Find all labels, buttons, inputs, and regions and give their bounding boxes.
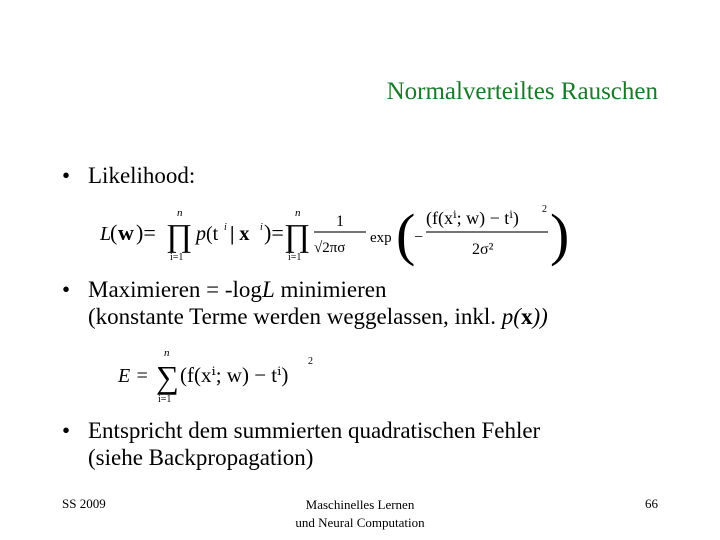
footer-course-line-2: und Neural Computation bbox=[295, 515, 425, 530]
prod2-symbol: ∏ bbox=[284, 217, 311, 253]
lhs-L: L bbox=[100, 223, 112, 245]
bullet-maximize bbox=[62, 276, 548, 330]
exp-label: exp bbox=[370, 230, 392, 246]
bullet-text: Maximieren = -log bbox=[88, 277, 262, 302]
likelihood-formula-svg bbox=[100, 198, 570, 270]
inner-sup: 2 bbox=[542, 204, 547, 215]
error-E: E = bbox=[118, 365, 149, 387]
error-body: (f(xⁱ; w) − tⁱ) bbox=[180, 363, 289, 387]
bullet-error bbox=[62, 417, 540, 471]
frac-numerator: 1 bbox=[336, 213, 344, 230]
error-formula-svg bbox=[118, 346, 328, 406]
bullet-text-rest: minimieren bbox=[274, 277, 387, 302]
p-sup-i: i bbox=[224, 222, 227, 233]
sum-lower: i=1 bbox=[158, 394, 172, 405]
p-bar-x: | x bbox=[230, 223, 250, 245]
prod2-lower: i=1 bbox=[288, 252, 302, 263]
error-sup: 2 bbox=[308, 356, 313, 367]
bullet-line-1 bbox=[62, 276, 548, 303]
bullet-likelihood bbox=[62, 162, 195, 189]
bullet-italic-L: L bbox=[261, 277, 275, 302]
sum-upper: n bbox=[164, 347, 170, 359]
prod1-lower: i=1 bbox=[170, 252, 184, 263]
prod2-upper: n bbox=[295, 207, 301, 219]
inner-denominator: 2σ² bbox=[472, 241, 494, 258]
exp-close-paren: ) bbox=[550, 202, 570, 267]
p-symbol: p bbox=[196, 223, 206, 245]
footer-course-line-1: Maschinelles Lernen bbox=[305, 497, 415, 512]
footer-semester: SS 2009 bbox=[62, 496, 106, 511]
likelihood-formula bbox=[100, 198, 570, 275]
bullet-marker: • bbox=[62, 277, 71, 302]
bullet-line-2 bbox=[62, 303, 548, 330]
bullet-text: (konstante Terme werden weggelassen, inkl. bbox=[88, 304, 502, 329]
bullet-marker: • bbox=[62, 418, 71, 443]
bullet-text: Likelihood: bbox=[88, 163, 196, 188]
error-formula bbox=[118, 346, 328, 411]
lhs-w: w bbox=[118, 220, 134, 245]
bullet-paren-open: ( bbox=[513, 304, 521, 329]
p-sup-i2: i bbox=[260, 222, 263, 233]
prod1-symbol: ∏ bbox=[166, 217, 193, 253]
bullet-line-2: (siehe Backpropagation) bbox=[88, 445, 314, 470]
p-close: )= bbox=[264, 220, 284, 245]
bullet-paren-close: )) bbox=[532, 304, 548, 329]
bullet-bold-x: x bbox=[520, 304, 533, 329]
frac-denominator: √2πσ bbox=[314, 240, 346, 256]
bullet-line-1: Entspricht dem summierten quadratischen Fehler bbox=[88, 418, 541, 443]
slide-title: Normalverteiltes Rauschen bbox=[386, 78, 658, 105]
lhs-close: )= bbox=[136, 220, 156, 245]
bullet-italic-p: p bbox=[501, 304, 514, 329]
bullet-marker: • bbox=[62, 163, 71, 188]
page-number: 66 bbox=[645, 496, 658, 511]
minus-sign: − bbox=[414, 229, 424, 246]
lhs-open: ( bbox=[110, 220, 118, 245]
prod1-upper: n bbox=[177, 207, 183, 219]
p-args: (t bbox=[206, 223, 219, 245]
inner-numerator: (f(xⁱ; w) − tⁱ) bbox=[426, 208, 519, 228]
sum-symbol: ∑ bbox=[156, 359, 179, 395]
footer-course bbox=[260, 496, 460, 532]
exp-open-paren: ( bbox=[396, 202, 416, 267]
